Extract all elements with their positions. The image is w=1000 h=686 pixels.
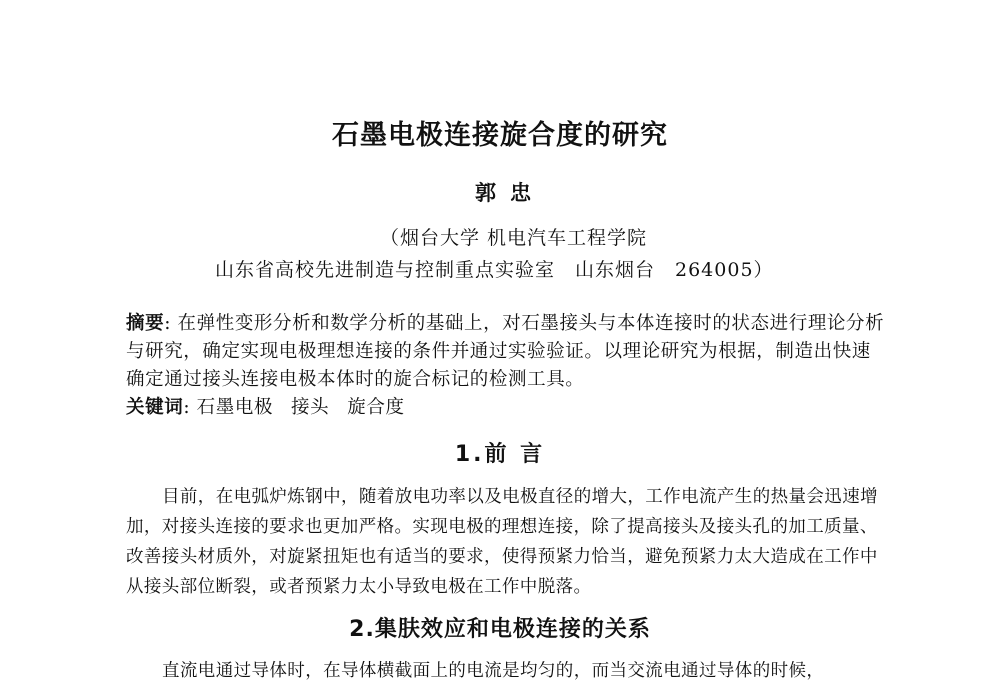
keyword-2: 接头 <box>291 397 330 418</box>
author-name: 郭忠 <box>475 180 545 205</box>
section-1-heading: 1.前 言 <box>454 442 546 467</box>
abstract-block <box>126 310 886 422</box>
affiliation-line-1: （烟台大学 机电汽车工程学院 <box>380 227 648 249</box>
keywords-colon: : <box>183 397 191 418</box>
section-2-paragraph: 直流电通过导体时，在导体横截面上的电流是均匀的，而当交流电通过导体的时候， <box>162 661 825 681</box>
affiliation-line-2: 山东省高校先进制造与控制重点实验室 山东烟台 264005） <box>215 259 774 281</box>
paper-title: 石墨电极连接旋合度的研究 <box>332 120 668 151</box>
keyword-1: 石墨电极 <box>196 397 274 418</box>
keyword-3: 旋合度 <box>347 397 405 418</box>
section-1-paragraph: 目前，在电弧炉炼钢中，随着放电功率以及电极直径的增大，工作电流产生的热量会迅速增加，对接头连接的要求也更加严格。实现电极的理想连接，除了提高接头及接头孔的加工质量、改善接头材质外，对旋紧扭矩也有适当的要求，使得预紧力恰当，避免预紧力太大造成在工作中从接头部位断裂，或者预紧力太小导致电极在工作中脱落。 <box>126 487 878 597</box>
keywords-label: 关键词 <box>126 397 184 418</box>
abstract-text: : 在弹性变形分析和数学分析的基础上，对石墨接头与本体连接时的状态进行理论分析与研究，确定实现电极理想连接的条件并通过实验验证。以理论研究为根据，制造出快速确定通过接头连接电极本体时的旋合标记的检测工具。 <box>126 313 885 390</box>
keywords-line <box>126 394 886 422</box>
section-2-heading: 2.集肤效应和电极连接的关系 <box>349 617 651 642</box>
abstract-paragraph <box>126 310 886 394</box>
abstract-label: 摘要 <box>126 313 165 334</box>
